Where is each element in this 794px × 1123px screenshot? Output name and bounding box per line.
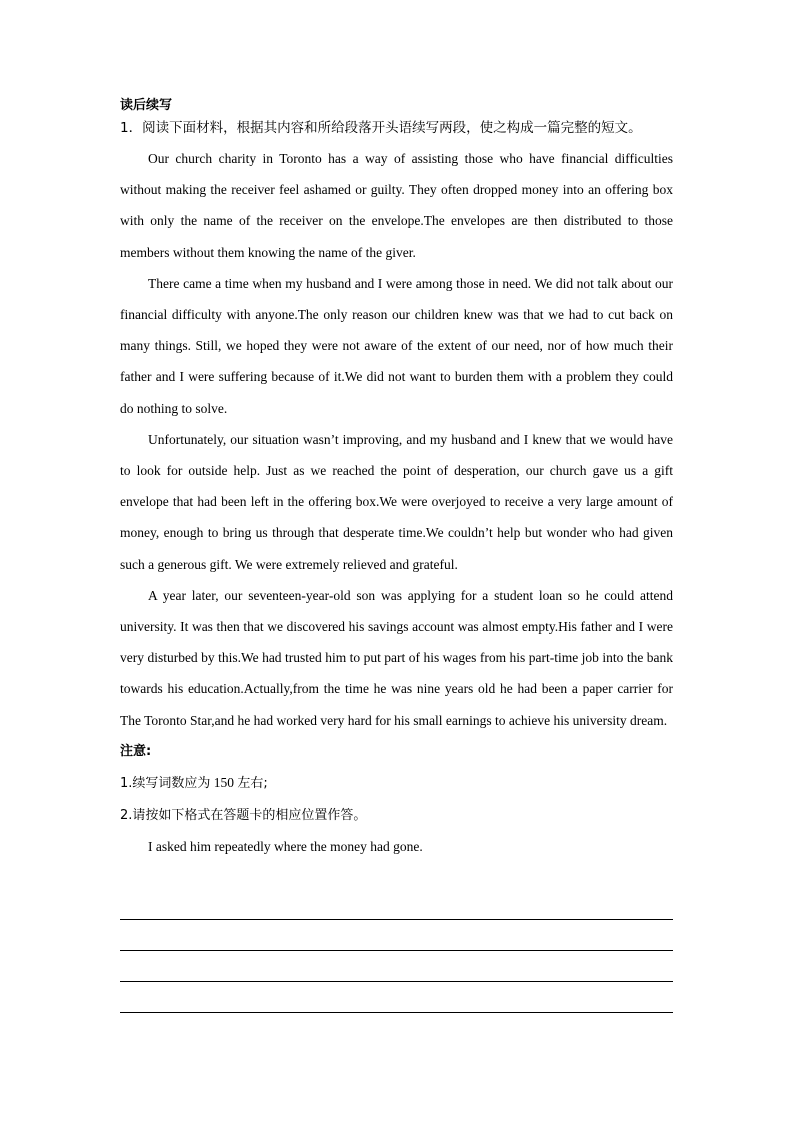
instruction-text: 1．阅读下面材料，根据其内容和所给段落开头语续写两段，使之构成一篇完整的短文。 [120,120,642,136]
answer-line-3[interactable] [120,981,673,982]
passage-paragraph-1: Our church charity in Toronto has a way of assisting those who have financial difficulties without making the receiver feel ashamed or guilty. They often dropped money into an offering box with only the name of the receiver on the envelope.The envelopes are then distributed to those members without them knowing the name of the giver. [120,151,673,260]
note-item-2 [120,799,673,831]
continuation-opener: I asked him repeatedly where the money had gone. [148,839,423,855]
document-page [120,95,673,863]
answer-line-1[interactable] [120,919,673,920]
notes-title: 注意: [120,743,152,759]
note-item-1-number: 150 [213,775,235,791]
passage-paragraph-3: Unfortunately, our situation wasn’t improving, and my husband and I knew that we would have to look for outside help. Just as we reached the point of desperation, our church gave us a gift envelope that had been left in the offering box.We were overjoyed to receive a very large amount of money, enough to bring us through that desperate time.We couldn’t help but wonder who had given such a generous gift. We were extremely relieved and grateful. [120,431,673,572]
note-item-2-text: 2.请按如下格式在答题卡的相应位置作答。 [120,808,367,824]
note-item-1-suffix: 左右; [237,776,268,792]
section-title: 读后续写 [120,98,173,113]
answer-line-2[interactable] [120,950,673,951]
passage-paragraph-2: There came a time when my husband and I were among those in need. We did not talk about our financial difficulty with anyone.The only reason our children knew was that we had to cut back on many things. Still, we hoped they were not aware of the extent of our need, nor of how much their father and I were suffering because of it.We did not want to burden them with a problem they could do nothing to solve. [120,275,673,416]
answer-line-4[interactable] [120,1012,673,1013]
note-item-1-prefix: 1.续写词数应为 [120,776,211,792]
note-item-1 [120,767,673,799]
passage-paragraph-4: A year later, our seventeen-year-old son was applying for a student loan so he could attend university. It was then that we discovered his savings account was almost empty.His father and I were very disturbed by this.We had trusted him to put part of his wages from his part-time job into the bank towards his education.Actually,from the time he was nine years old he had been a paper carrier for The Toronto Star,and he had worked very hard for his small earnings to achieve his university dream. [120,587,673,728]
